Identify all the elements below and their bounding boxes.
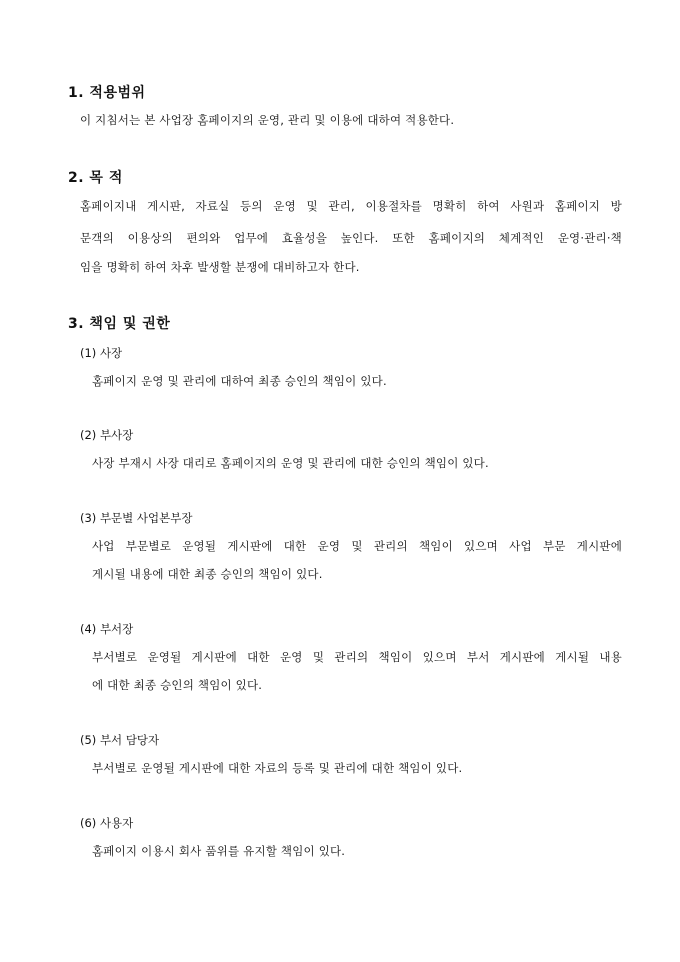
section-2-line-1: 홈페이지내 게시판, 자료실 등의 운영 및 관리, 이용절차를 명확히 하여 사원과 홈페이지 방 xyxy=(80,199,622,213)
section-2-line-3: 임을 명확히 하여 차후 발생할 분쟁에 대비하고자 한다. xyxy=(80,260,360,274)
item-3-label: (3) 부문별 사업본부장 xyxy=(80,511,193,525)
item-6-line-1: 홈페이지 이용시 회사 품위를 유지할 책임이 있다. xyxy=(92,844,346,858)
item-2-line-1: 사장 부재시 사장 대리로 홈페이지의 운영 및 관리에 대한 승인의 책임이 있다. xyxy=(92,456,489,470)
item-4-line-2: 에 대한 최종 승인의 책임이 있다. xyxy=(92,678,263,692)
section-1-title: 1. 적용범위 xyxy=(68,85,146,101)
item-6-label: (6) 사용자 xyxy=(80,816,134,830)
item-5-line-1: 부서별로 운영될 게시판에 대한 자료의 등록 및 관리에 대한 책임이 있다. xyxy=(92,761,463,775)
item-1-label: (1) 사장 xyxy=(80,346,123,360)
item-1-line-1: 홈페이지 운영 및 관리에 대하여 최종 승인의 책임이 있다. xyxy=(92,374,387,388)
item-5-label: (5) 부서 담당자 xyxy=(80,733,160,747)
item-4-line-1: 부서별로 운영될 게시판에 대한 운영 및 관리의 책임이 있으며 부서 게시판에 게시될 내용 xyxy=(92,650,622,664)
section-2-title: 2. 목 적 xyxy=(68,170,123,186)
section-1-body: 이 지침서는 본 사업장 홈페이지의 운영, 관리 및 이용에 대하여 적용한다. xyxy=(80,113,455,127)
item-2-label: (2) 부사장 xyxy=(80,428,134,442)
section-3-title: 3. 책임 및 권한 xyxy=(68,316,171,332)
item-3-line-2: 게시될 내용에 대한 최종 승인의 책임이 있다. xyxy=(92,567,323,581)
item-3-line-1: 사업 부문별로 운영될 게시판에 대한 운영 및 관리의 책임이 있으며 사업 부문 게시판에 xyxy=(92,539,622,553)
section-2-line-2: 문객의 이용상의 편의와 업무에 효율성을 높인다. 또한 홈페이지의 체계적인 운영·관리·책 xyxy=(80,231,622,245)
item-4-label: (4) 부서장 xyxy=(80,622,134,636)
